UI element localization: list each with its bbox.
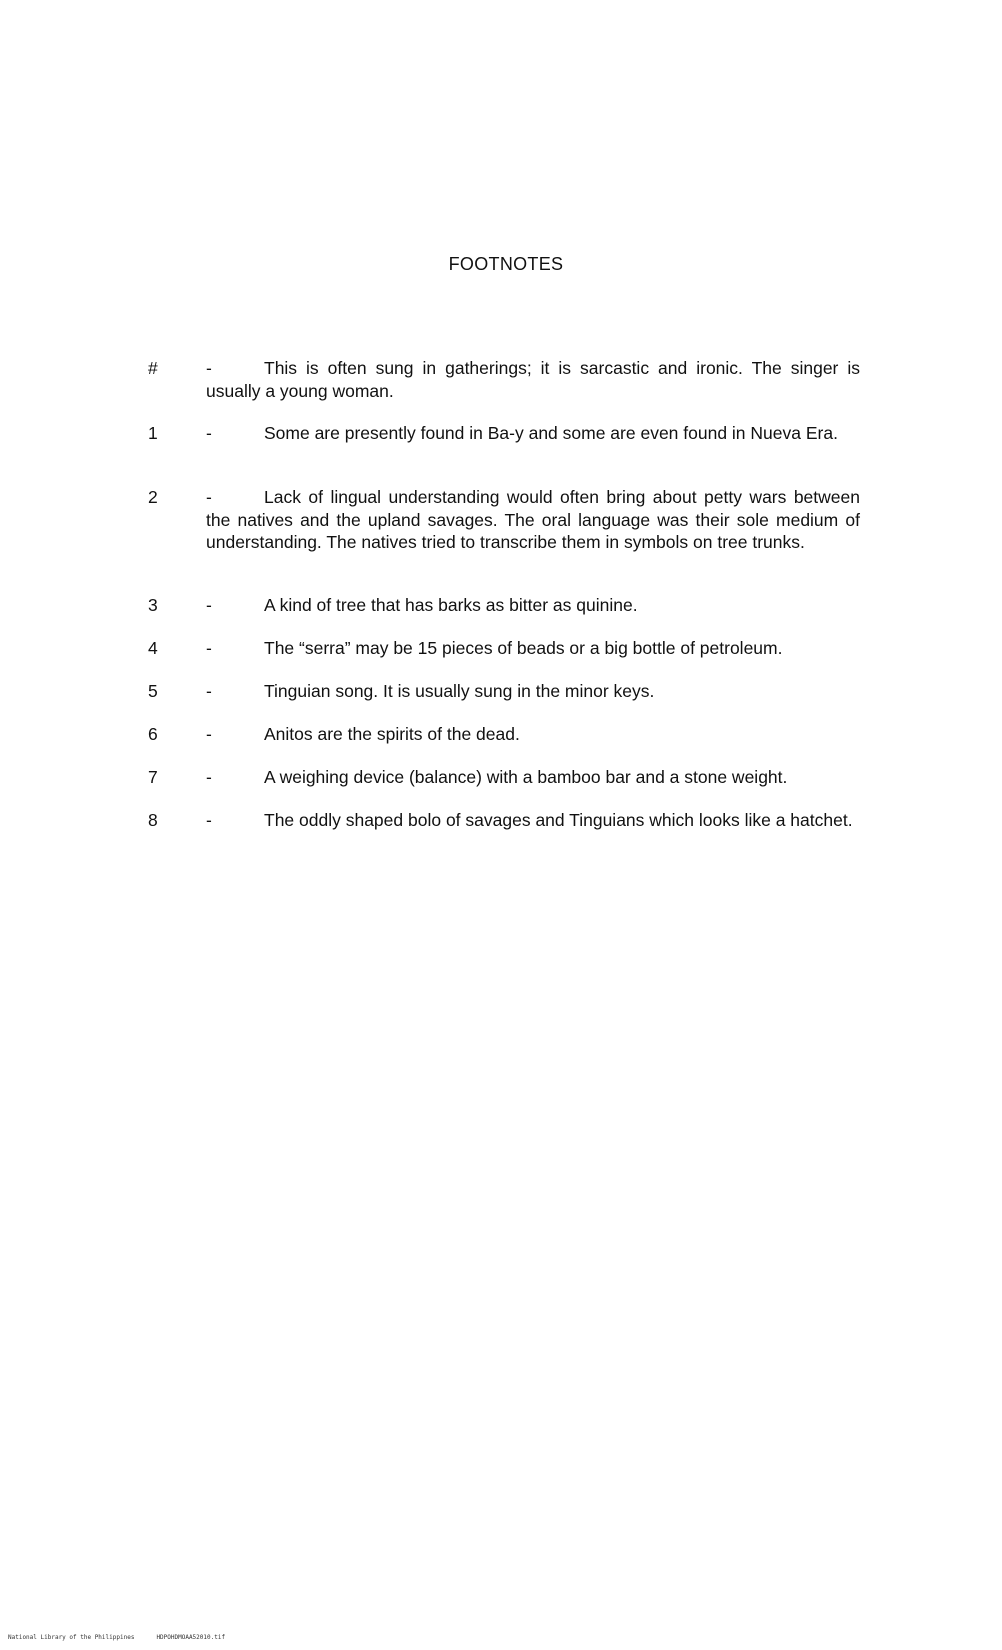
footnote-dash: - [206,724,212,744]
footnote-item [148,594,860,617]
footnote-item [148,680,860,703]
footnote-marker: 8 [148,810,158,830]
footnote-item [148,809,860,832]
footnote-item [148,723,860,746]
footnote-marker: 6 [148,724,158,744]
footnote-item [148,357,860,402]
footnote-item [148,422,860,445]
footnote-dash: - [206,638,212,658]
footnote-dash: - [206,595,212,615]
footnote-text: A kind of tree that has barks as bitter as quinine. [264,595,638,615]
footnote-text: The “serra” may be 15 pieces of beads or a big bottle of petroleum. [264,638,783,658]
footnote-marker: 2 [148,487,158,507]
footnote-dash: - [206,681,212,701]
footer-file-id: HDPOHDMOAA52010.tif [156,1634,226,1641]
footnote-marker: # [148,358,158,378]
footnote-marker: 7 [148,767,158,787]
footnote-text: Some are presently found in Ba-y and some are even found in Nueva Era. [264,423,838,443]
footnote-text: The oddly shaped bolo of savages and Tinguians which looks like a hatchet. [264,810,853,830]
footnote-dash: - [206,358,212,378]
footnote-text: Lack of lingual understanding would often bring about petty wars between the natives and the upland savages. The oral language was their sole medium of understanding. The natives tried to transcribe them in symbols on tree trunks. [206,487,860,552]
footnote-dash: - [206,767,212,787]
scan-footer [8,1634,225,1641]
footnote-marker: 3 [148,595,158,615]
footnote-item [148,766,860,789]
page-title: FOOTNOTES [448,254,564,274]
footnote-text: Tinguian song. It is usually sung in the minor keys. [264,681,655,701]
footnote-marker: 1 [148,423,158,443]
footnote-marker: 4 [148,638,158,658]
footnote-text: A weighing device (balance) with a bamboo bar and a stone weight. [264,767,788,787]
footer-source: National Library of the Philippines [8,1634,135,1641]
footnote-dash: - [206,487,212,507]
footnote-item [148,637,860,660]
footnote-item [148,486,860,554]
footnote-text: Anitos are the spirits of the dead. [264,724,520,744]
footnote-text: This is often sung in gatherings; it is sarcastic and ironic. The singer is usually a young woman. [206,358,860,401]
footnote-dash: - [206,810,212,830]
footnote-dash: - [206,423,212,443]
footnote-marker: 5 [148,681,158,701]
